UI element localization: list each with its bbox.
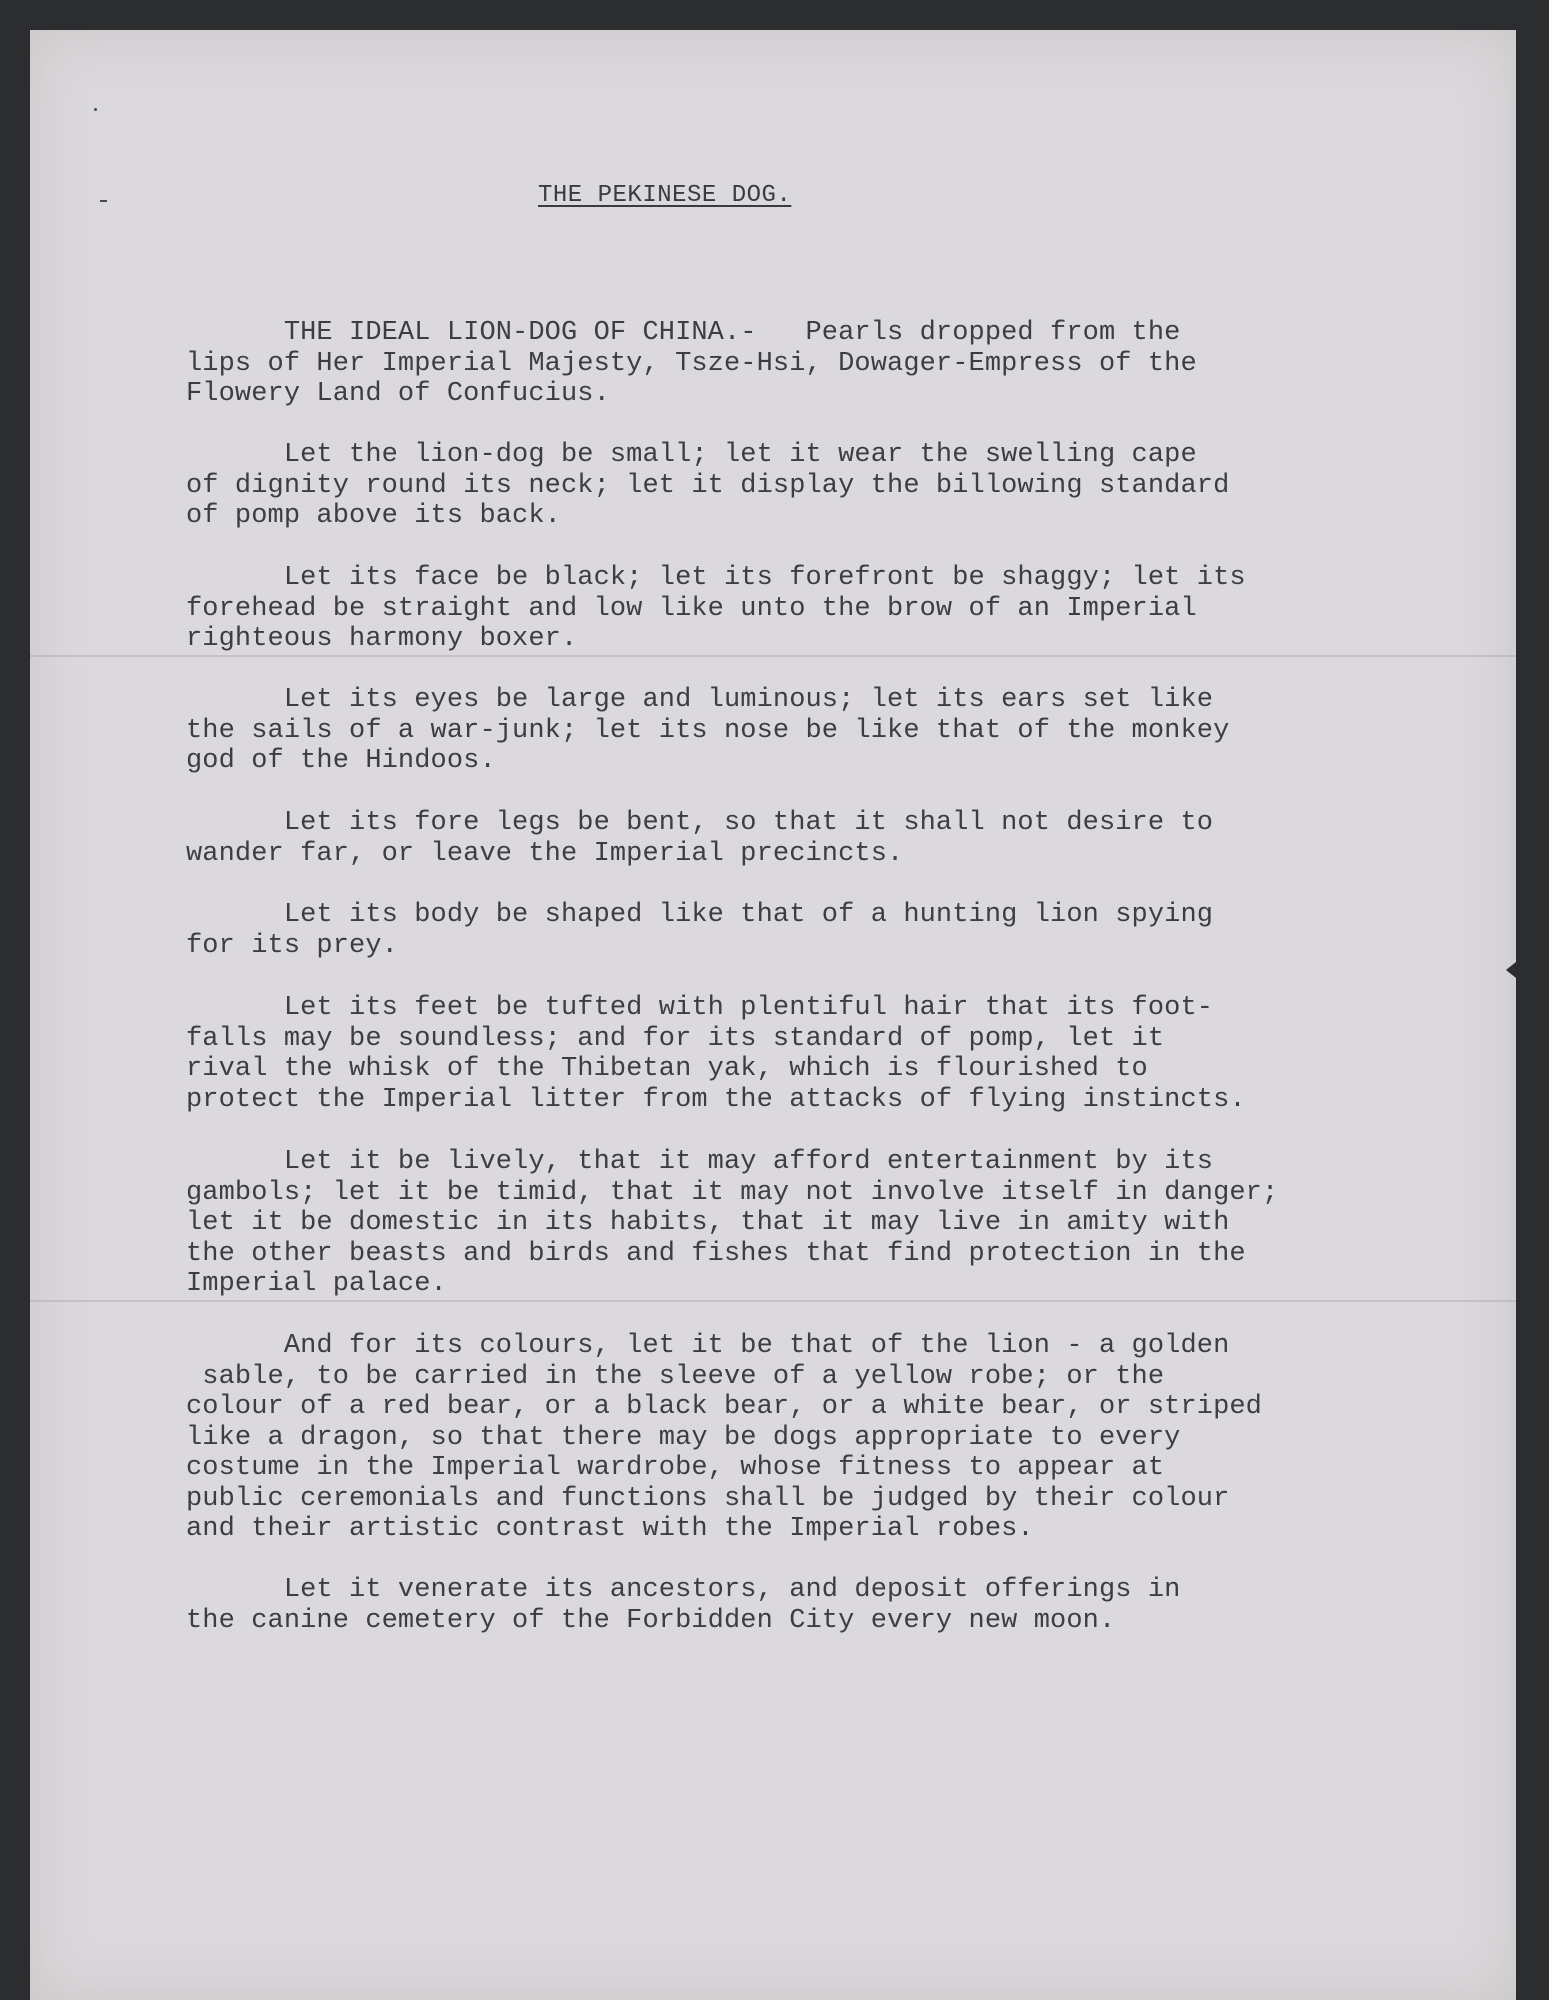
ink-speck [94,108,97,111]
paragraph-size: Let the lion-dog be small; let it wear the swelling cape of dignity round its neck; let it display the billowing standard of pomp above its back. [186,440,1230,531]
ink-mark [100,200,107,202]
paragraph-face: Let its face be black; let its forefront be shaggy; let its forehead be straight and low like unto the brow of an Imperial righteous harmony boxer. [186,563,1246,654]
paragraph-colours: And for its colours, let it be that of the lion - a golden sable, to be carried in the sleeve of a yellow robe; or the colour of a red bear, or a black bear, or a white bear, or striped like a dragon, so that there may be dogs appropriate to every costume in the Imperial wardrobe, whose fitness to appear at public ceremonials and functions shall be judged by their colour and their artistic contrast with the Imperial robes. [186,1331,1262,1544]
document-title: THE PEKINESE DOG. [538,182,792,209]
paragraph-legs: Let its fore legs be bent, so that it shall not desire to wander far, or leave the Imperial precincts. [186,808,1214,869]
paragraph-ancestors: Let it venerate its ancestors, and deposit offerings in the canine cemetery of the Forbidden City every new moon. [186,1575,1181,1636]
paragraph-intro: THE IDEAL LION-DOG OF CHINA.- Pearls dropped from the lips of Her Imperial Majesty, Tsze-Hsi, Dowager-Empress of the Flowery Land of Confucius. [186,318,1197,409]
paragraph-eyes: Let its eyes be large and luminous; let its ears set like the sails of a war-junk; let its nose be like that of the monkey god of the Hindoos. [186,685,1230,776]
edge-notch [1506,962,1516,978]
fold-line [30,1300,1516,1302]
fold-line [30,655,1516,657]
paragraph-feet: Let its feet be tufted with plentiful hair that its foot- falls may be soundless; and for its standard of pomp, let it rival the whisk of the Thibetan yak, which is flourished to protect the Imperial litter from the attacks of flying instincts. [186,993,1246,1115]
paragraph-temperament: Let it be lively, that it may afford entertainment by its gambols; let it be timid, that it may not involve itself in danger; let it be domestic in its habits, that it may live in amity with the other beasts and birds and fishes that find protection in the Imperial palace. [186,1147,1279,1299]
paragraph-body: Let its body be shaped like that of a hunting lion spying for its prey. [186,900,1214,961]
